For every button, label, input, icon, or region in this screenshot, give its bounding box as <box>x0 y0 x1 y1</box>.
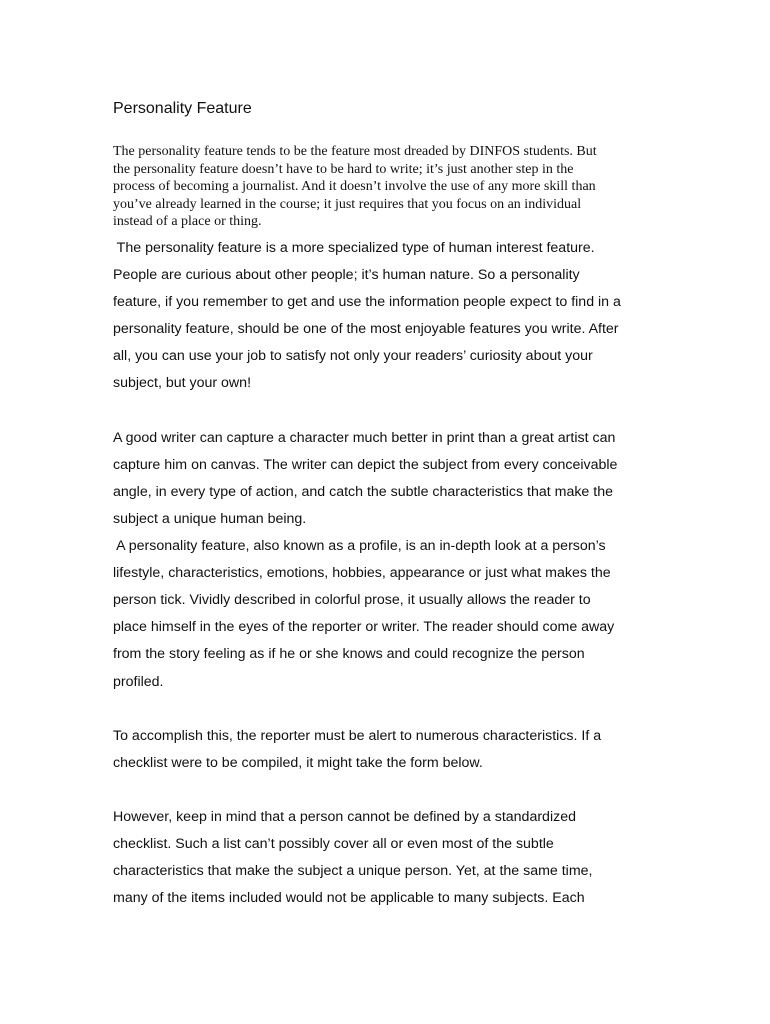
intro-line: The personality feature tends to be the feature most dreaded by DINFOS students. But <box>113 144 597 159</box>
page-title: Personality Feature <box>113 100 252 117</box>
body-line: feature, if you remember to get and use the information people expect to find in a <box>113 294 621 311</box>
body-line: place himself in the eyes of the reporter or writer. The reader should come away <box>113 619 615 636</box>
body-line: lifestyle, characteristics, emotions, hobbies, appearance or just what makes the <box>113 565 611 582</box>
intro-paragraph <box>113 143 653 231</box>
body-line: from the story feeling as if he or she knows and could recognize the person <box>113 646 585 663</box>
body-line: People are curious about other people; it’s human nature. So a personality <box>113 267 580 284</box>
intro-line: the personality feature doesn’t have to be hard to write; it’s just another step in the <box>113 161 574 177</box>
body-line: angle, in every type of action, and catch the subtle characteristics that make the <box>113 483 613 500</box>
body-line: characteristics that make the subject a unique person. Yet, at the same time, <box>113 863 593 880</box>
body-line: personality feature, should be one of the most enjoyable features you write. After <box>113 321 619 338</box>
body-line: subject a unique human being. <box>113 510 307 527</box>
body-text <box>113 235 673 912</box>
paragraph-gap <box>113 777 673 804</box>
body-line: However, keep in mind that a person cannot be defined by a standardized <box>113 808 576 825</box>
paragraph-gap <box>113 398 673 425</box>
paragraph-gap <box>113 696 673 723</box>
intro-line: process of becoming a journalist. And it doesn’t involve the use of any more skill than <box>113 179 596 195</box>
body-line: To accomplish this, the reporter must be alert to numerous characteristics. If a <box>113 727 602 744</box>
body-line: checklist were to be compiled, it might take the form below. <box>113 754 483 771</box>
body-line: A personality feature, also known as a profile, is an in-depth look at a person’s <box>113 538 606 555</box>
body-line: all, you can use your job to satisfy not only your readers’ curiosity about your <box>113 348 593 365</box>
body-line: The personality feature is a more specialized type of human interest feature. <box>113 240 595 256</box>
intro-line: instead of a place or thing. <box>113 214 262 230</box>
body-line: person tick. Vividly described in colorful prose, it usually allows the reader to <box>113 592 591 609</box>
intro-line: you’ve already learned in the course; it just requires that you focus on an individual <box>113 196 582 212</box>
body-line: A good writer can capture a character much better in print than a great artist can <box>113 429 616 446</box>
body-line: subject, but your own! <box>113 375 252 392</box>
body-line: many of the items included would not be applicable to many subjects. Each <box>113 890 585 907</box>
body-line: profiled. <box>113 673 164 690</box>
body-line: capture him on canvas. The writer can depict the subject from every conceivable <box>113 456 618 473</box>
body-line: checklist. Such a list can’t possibly cover all or even most of the subtle <box>113 836 554 853</box>
